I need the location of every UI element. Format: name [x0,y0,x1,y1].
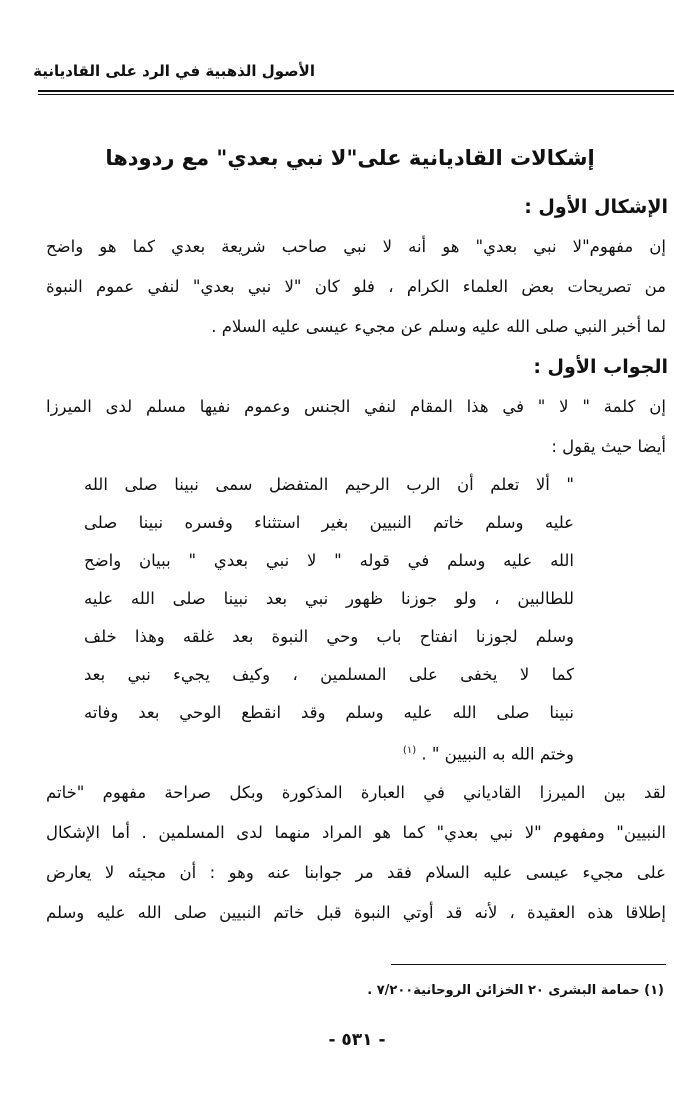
quote-line: كما لا يخفى على المسلمين ، وكيف يجيء نبي بعد [84,665,574,684]
section-heading-objection-1: الإشكال الأول : [524,196,668,218]
paragraph-line: على مجيء عيسى عليه السلام فقد مر جوابنا عنه وهو : أن مجيئه لا يعارض [46,863,666,882]
paragraph-line: إن مفهوم"لا نبي بعدي" هو أنه لا نبي صاحب شريعة بعدي كما هو واضح [46,237,666,256]
footnote-rule [391,964,666,965]
footnote-reference: (١) [402,745,417,756]
running-header-title: الأصول الذهبية في الرد على القاديانية [33,62,315,80]
footnote: (١) حمامة البشرى ٢٠ الخزائن الروحانية٧/٢٠٠ . [367,983,664,998]
quote-line: الله عليه وسلم في قوله " لا نبي بعدي " ببيان واضح [84,551,574,570]
paragraph-line: النبيين" ومفهوم "لا نبي بعدي" كما هو المراد منهما لدى المسلمين . أما الإشكال [46,823,666,842]
paragraph-line: إن كلمة " لا " في هذا المقام لنفي الجنس وعموم نفيها مسلم لدى الميرزا [46,397,666,416]
header-rule [38,90,674,92]
quote-text: وختم الله به النبيين " . [421,744,574,764]
paragraph-line: لقد بين الميرزا القادياني في العبارة المذكورة وبكل صراحة مفهوم "خاتم [46,783,666,802]
paragraph-line: لما أخبر النبي صلى الله عليه وسلم عن مجيء عيسى عليه السلام . [211,317,666,336]
quote-line: " ألا تعلم أن الرب الرحيم المتفضل سمى نبينا صلى الله [84,475,574,494]
quote-line-last [84,740,574,766]
quote-line: وسلم لجوزنا انفتاح باب وحي النبوة بعد غلقه وهذا خلف [84,627,574,646]
chapter-title: إشكالات القاديانية على"لا نبي بعدي" مع ردودها [105,146,595,170]
paragraph-line: إطلاقا هذه العقيدة ، لأنه قد أوتي النبوة قبل خاتم النبيين صلى الله عليه وسلم [46,903,666,922]
page-number: - ٥٣١ - [328,1030,386,1050]
paragraph-line: أيضا حيث يقول : [551,437,666,456]
quote-line: عليه وسلم خاتم النبيين بغير استثناء وفسره نبينا صلى [84,513,574,532]
quote-line: نبينا صلى الله عليه وسلم وقد انقطع الوحي بعد وفاته [84,703,574,722]
header-rule-thin [38,94,674,95]
section-heading-answer-1: الجواب الأول : [533,356,668,378]
quote-line: للطالبين ، ولو جوزنا ظهور نبي بعد نبينا صلى الله عليه [84,589,574,608]
paragraph-line: من تصريحات بعض العلماء الكرام ، فلو كان "لا نبي بعدي" لنفي عموم النبوة [46,277,666,296]
